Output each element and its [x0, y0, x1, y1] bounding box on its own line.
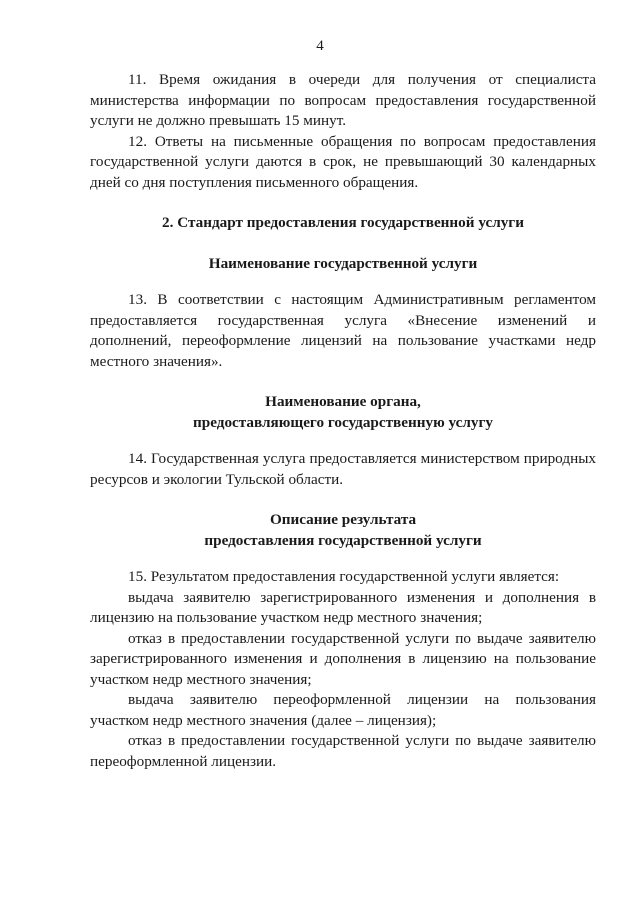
section-2-heading: 2. Стандарт предоставления государственной услуги [162, 214, 524, 231]
page-number: 4 [316, 38, 324, 54]
result-heading-line1: Описание результата [269, 511, 417, 528]
paragraph-13: 13. В соответствии с настоящим Административным регламентом предоставляется государственная услуга «Внесение изменений и дополнений, переоформление лицензий на пользование участками недр местного значения». [90, 291, 596, 370]
paragraph-15-item-c: выдача заявителю переоформленной лицензии на пользования участком недр местного значения (далее – лицензия); [90, 691, 596, 729]
organ-heading-line2: предоставляющего государственную услугу [193, 413, 493, 431]
paragraph-12: 12. Ответы на письменные обращения по вопросам предоставления государственной услуги даются в срок, не превышающий 30 календарных дней со дня поступления письменного обращения. [90, 132, 596, 191]
paragraph-15: 15. Результатом предоставления государственной услуги является: [128, 568, 560, 585]
paragraph-11: 11. Время ожидания в очереди для получения от специалиста министерства информации по вопросам предоставления государственной услуги не должно превышать 15 минут. [90, 71, 596, 129]
result-heading-line2: предоставления государственной услуги [204, 531, 482, 549]
organ-heading-line1: Наименование органа, [265, 393, 421, 410]
paragraph-14: 14. Государственная услуга предоставляется министерством природных ресурсов и экологии Тульской области. [90, 450, 596, 488]
paragraph-15-item-d: отказ в предоставлении государственной услуги по выдаче заявителю переоформленной лицензии. [90, 732, 596, 770]
paragraph-15-item-b: отказ в предоставлении государственной услуги по выдаче заявителю зарегистрированного изменения и дополнения в лицензию на пользование участком недр местного значения; [90, 629, 596, 688]
service-name-heading: Наименование государственной услуги [208, 254, 478, 272]
document-body [90, 70, 596, 772]
paragraph-15-item-a: выдача заявителю зарегистрированного изменения и дополнения в лицензию на пользование участком недр местного значения; [90, 588, 596, 626]
